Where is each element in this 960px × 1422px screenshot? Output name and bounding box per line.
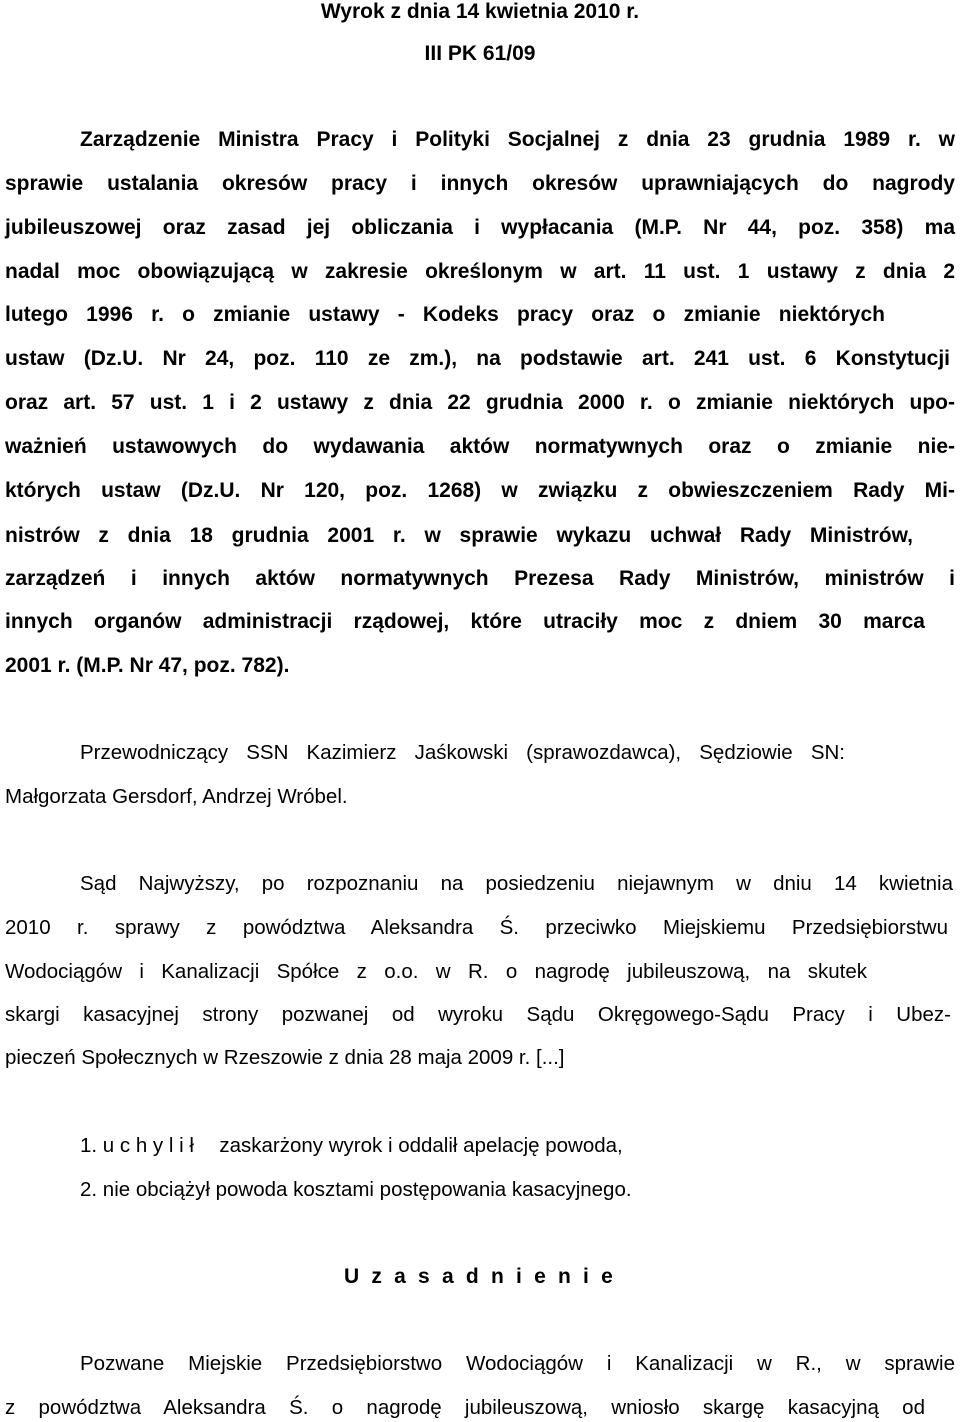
case-number: III PK 61/09 bbox=[424, 42, 536, 65]
document-title: Wyrok z dnia 14 kwietnia 2010 r. bbox=[320, 0, 640, 23]
thesis-line: jubileuszowej oraz zasad jej obliczania i wypłacania (M.P. Nr 44, poz. 358) ma bbox=[5, 216, 955, 239]
thesis-line: 2001 r. (M.P. Nr 47, poz. 782). bbox=[5, 654, 290, 677]
intro-line: 2010 r. sprawy z powództwa Aleksandra Ś. przeciwko Miejskiemu Przedsiębiorstwu bbox=[5, 916, 948, 939]
thesis-line: Zarządzenie Ministra Pracy i Polityki Socjalnej z dnia 23 grudnia 1989 r. w bbox=[80, 128, 955, 151]
ruling-verb: 1. u c h y l i ł bbox=[80, 1134, 194, 1157]
justification-line: z powództwa Aleksandra Ś. o nagrodę jubileuszową, wniosło skargę kasacyjną od bbox=[5, 1396, 925, 1419]
thesis-line: których ustaw (Dz.U. Nr 120, poz. 1268) w związku z obwieszczeniem Rady Mi- bbox=[5, 479, 955, 502]
intro-line: Wodociągów i Kanalizacji Spółce z o.o. w R. o nagrodę jubileuszową, na skutek bbox=[5, 960, 867, 983]
thesis-line: nistrów z dnia 18 grudnia 2001 r. w sprawie wykazu uchwał Rady Ministrów, bbox=[5, 524, 913, 547]
thesis-line: oraz art. 57 ust. 1 i 2 ustawy z dnia 22 grudnia 2000 r. o zmianie niektórych upo- bbox=[5, 391, 955, 414]
thesis-line: zarządzeń i innych aktów normatywnych Prezesa Rady Ministrów, ministrów i bbox=[5, 567, 955, 590]
ruling-text: zaskarżony wyrok i oddalił apelację powoda, bbox=[219, 1134, 623, 1157]
ruling-item bbox=[80, 1134, 623, 1158]
thesis-line: sprawie ustalania okresów pracy i innych okresów uprawniających do nagrody bbox=[5, 172, 955, 195]
composition-line: Małgorzata Gersdorf, Andrzej Wróbel. bbox=[5, 785, 348, 808]
thesis-line: ważnień ustawowych do wydawania aktów normatywnych oraz o zmianie nie- bbox=[5, 435, 955, 458]
justification-heading: U z a s a d n i e n i e bbox=[344, 1265, 616, 1288]
ruling-item: 2. nie obciążył powoda kosztami postępowania kasacyjnego. bbox=[80, 1178, 632, 1201]
intro-line: pieczeń Społecznych w Rzeszowie z dnia 28 maja 2009 r. [...] bbox=[5, 1046, 565, 1069]
thesis-line: innych organów administracji rządowej, które utraciły moc z dniem 30 marca bbox=[5, 610, 925, 633]
intro-line: Sąd Najwyższy, po rozpoznaniu na posiedzeniu niejawnym w dniu 14 kwietnia bbox=[80, 872, 953, 895]
thesis-line: ustaw (Dz.U. Nr 24, poz. 110 ze zm.), na podstawie art. 241 ust. 6 Konstytucji bbox=[5, 347, 950, 370]
thesis-line: nadal moc obowiązującą w zakresie określonym w art. 11 ust. 1 ustawy z dnia 2 bbox=[5, 260, 955, 283]
thesis-line: lutego 1996 r. o zmianie ustawy - Kodeks pracy oraz o zmianie niektórych bbox=[5, 303, 885, 326]
intro-line: skargi kasacyjnej strony pozwanej od wyroku Sądu Okręgowego-Sądu Pracy i Ubez- bbox=[5, 1003, 951, 1026]
composition-line: Przewodniczący SSN Kazimierz Jaśkowski (sprawozdawca), Sędziowie SN: bbox=[80, 741, 845, 764]
justification-line: Pozwane Miejskie Przedsiębiorstwo Wodociągów i Kanalizacji w R., w sprawie bbox=[80, 1352, 955, 1375]
